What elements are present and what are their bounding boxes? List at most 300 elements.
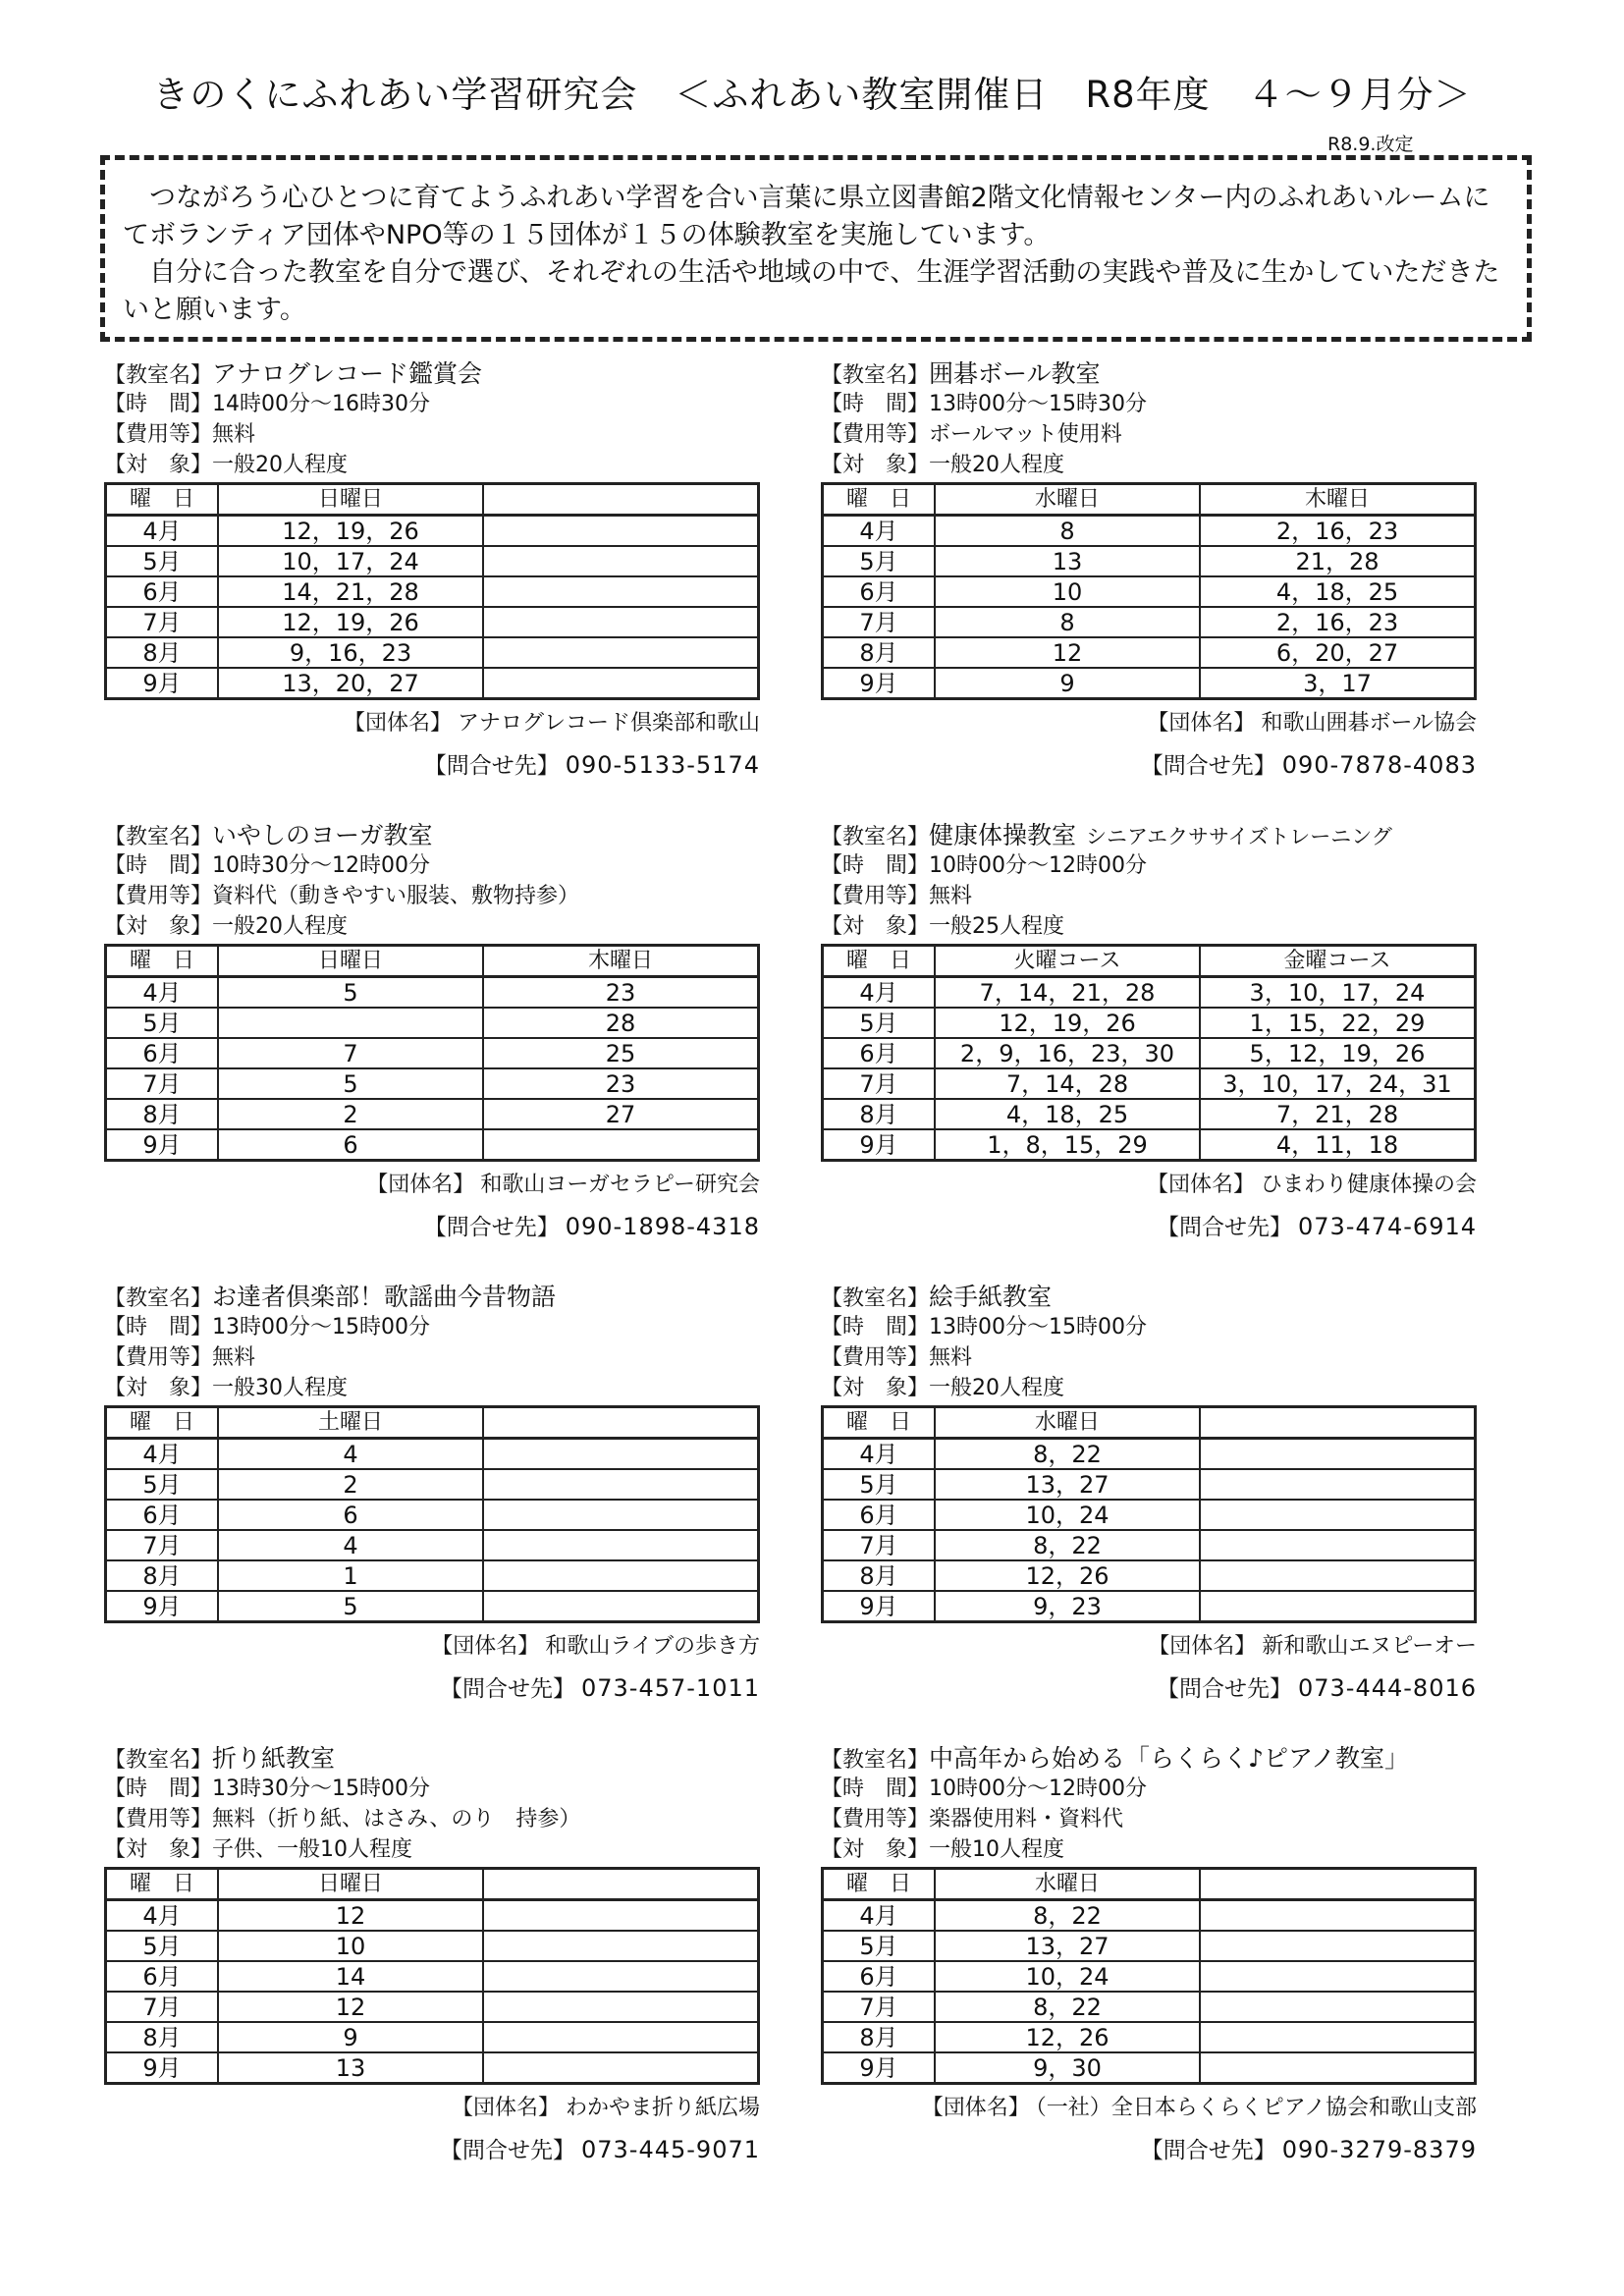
class-name-label: 【教室名】 <box>821 363 930 388</box>
class-time-row <box>821 389 1477 419</box>
day-column-header <box>1200 1869 1476 1900</box>
dates-cell: 13 <box>935 546 1200 576</box>
table-row <box>823 1530 1476 1560</box>
dates-cell <box>483 1439 759 1470</box>
class-target-row <box>104 1373 760 1403</box>
dates-cell: 8 <box>935 516 1200 547</box>
class-fee-label: 【費用等】 <box>821 1345 930 1370</box>
contact-label: 【問合せ先】 <box>1156 1215 1292 1240</box>
month-cell: 8月 <box>823 637 936 668</box>
class-name-value: アナログレコード鑑賞会 <box>212 359 483 388</box>
dates-cell <box>1200 2022 1476 2052</box>
dates-cell <box>1200 1900 1476 1932</box>
class-target-label: 【対 象】 <box>104 914 213 939</box>
day-column-header: 金曜コース <box>1200 946 1476 977</box>
dates-cell <box>1200 1591 1476 1622</box>
class-block <box>821 358 1477 784</box>
class-fee-label: 【費用等】 <box>104 1345 213 1370</box>
class-time-row <box>104 1312 760 1342</box>
table-row <box>823 2022 1476 2052</box>
table-row <box>823 1900 1476 1932</box>
group-name: 新和歌山エヌピーオー <box>1262 1634 1477 1659</box>
dates-cell: 10，24 <box>935 1961 1200 1992</box>
table-row <box>823 1500 1476 1530</box>
dates-cell: 10 <box>935 576 1200 607</box>
month-cell: 9月 <box>106 1129 219 1161</box>
class-block <box>821 1743 1477 2168</box>
class-block <box>821 1282 1477 1707</box>
class-time-label: 【時 間】 <box>821 1777 930 1801</box>
day-column-header: 日曜日 <box>218 946 483 977</box>
contact-label: 【問合せ先】 <box>423 753 560 779</box>
class-name-value: 囲碁ボール教室 <box>929 359 1101 388</box>
class-name-label: 【教室名】 <box>821 1748 930 1773</box>
dates-cell: 8 <box>935 607 1200 637</box>
dates-cell: 8，22 <box>935 1530 1200 1560</box>
month-cell: 7月 <box>823 1992 936 2022</box>
dates-cell: 13，27 <box>935 1469 1200 1500</box>
class-fee-label: 【費用等】 <box>821 884 930 908</box>
class-name-row <box>821 358 1477 389</box>
dates-cell: 28 <box>483 1008 759 1038</box>
contact-phone: 073-444-8016 <box>1297 1674 1477 1702</box>
day-column-header: 水曜日 <box>935 484 1200 516</box>
dates-cell: 12，26 <box>935 2022 1200 2052</box>
class-fee-row <box>821 881 1477 911</box>
class-time-row <box>104 1774 760 1804</box>
dates-cell: 4 <box>218 1439 483 1470</box>
table-row <box>823 516 1476 547</box>
month-cell: 8月 <box>106 1560 219 1591</box>
contact-phone: 090-7878-4083 <box>1281 751 1477 779</box>
table-row <box>823 1038 1476 1068</box>
class-fee-label: 【費用等】 <box>104 422 213 447</box>
group-label: 【団体名】 <box>1147 711 1256 736</box>
dates-cell: 14 <box>218 1961 483 1992</box>
dates-cell: 3，17 <box>1200 668 1476 699</box>
dates-cell <box>483 637 759 668</box>
group-name-row <box>821 2091 1477 2126</box>
table-row <box>823 1439 1476 1470</box>
month-cell: 6月 <box>823 576 936 607</box>
dates-cell <box>1200 1961 1476 1992</box>
month-cell: 4月 <box>823 977 936 1009</box>
class-footer <box>104 2091 760 2168</box>
dates-cell: 10，17，24 <box>218 546 483 576</box>
dates-cell: 9 <box>935 668 1200 699</box>
dates-cell: 10，24 <box>935 1500 1200 1530</box>
class-name-value: 健康体操教室 <box>929 821 1077 849</box>
dates-cell <box>483 576 759 607</box>
class-target-value: 一般10人程度 <box>929 1837 1065 1862</box>
table-row <box>106 1129 759 1161</box>
dates-cell: 3，10，17，24，31 <box>1200 1068 1476 1099</box>
class-fee-row <box>104 881 760 911</box>
dates-cell: 12 <box>935 637 1200 668</box>
month-cell: 5月 <box>106 1931 219 1961</box>
class-name-label: 【教室名】 <box>104 1748 213 1773</box>
day-column-header: 水曜日 <box>935 1407 1200 1439</box>
contact-label: 【問合せ先】 <box>1140 753 1276 779</box>
class-footer <box>821 1168 1477 1245</box>
dates-cell <box>1200 1992 1476 2022</box>
month-cell: 4月 <box>106 1900 219 1932</box>
month-cell: 4月 <box>106 516 219 547</box>
month-cell: 6月 <box>823 1500 936 1530</box>
table-row <box>823 1591 1476 1622</box>
schedule-header-row <box>823 484 1476 516</box>
weekday-column-header: 曜 日 <box>823 1407 936 1439</box>
dates-cell <box>1200 1439 1476 1470</box>
dates-cell <box>1200 1530 1476 1560</box>
month-cell: 8月 <box>106 637 219 668</box>
table-row <box>106 2052 759 2084</box>
dates-cell: 1 <box>218 1560 483 1591</box>
contact-label: 【問合せ先】 <box>1156 1676 1292 1702</box>
dates-cell <box>1200 1931 1476 1961</box>
class-target-value: 一般30人程度 <box>212 1376 349 1400</box>
day-column-header: 水曜日 <box>935 1869 1200 1900</box>
schedule-table <box>821 1405 1477 1623</box>
class-time-label: 【時 間】 <box>104 1777 213 1801</box>
weekday-column-header: 曜 日 <box>106 1407 219 1439</box>
day-column-header: 日曜日 <box>218 484 483 516</box>
dates-cell: 25 <box>483 1038 759 1068</box>
class-footer <box>104 1629 760 1707</box>
dates-cell: 8，22 <box>935 1439 1200 1470</box>
table-row <box>106 1992 759 2022</box>
table-row <box>106 668 759 699</box>
class-time-label: 【時 間】 <box>104 853 213 878</box>
class-time-value: 13時30分～15時00分 <box>212 1777 430 1801</box>
dates-cell: 12 <box>218 1900 483 1932</box>
day-column-header <box>483 484 759 516</box>
class-block <box>104 820 760 1245</box>
weekday-column-header: 曜 日 <box>106 946 219 977</box>
class-name-label: 【教室名】 <box>821 1286 930 1311</box>
schedule-table <box>821 482 1477 700</box>
class-fee-value: 無料 <box>212 422 256 447</box>
month-cell: 8月 <box>106 1099 219 1129</box>
group-label: 【団体名】 <box>1148 1634 1257 1659</box>
table-row <box>823 607 1476 637</box>
month-cell: 5月 <box>823 1469 936 1500</box>
day-column-header <box>483 1869 759 1900</box>
class-fee-label: 【費用等】 <box>821 422 930 447</box>
contact-phone: 073-457-1011 <box>580 1674 760 1702</box>
dates-cell: 27 <box>483 1099 759 1129</box>
class-name-row <box>104 358 760 389</box>
table-row <box>106 1591 759 1622</box>
class-block <box>104 1743 760 2168</box>
table-row <box>823 576 1476 607</box>
month-cell: 6月 <box>106 1038 219 1068</box>
contact-row <box>104 747 760 784</box>
class-name-row <box>821 820 1477 850</box>
dates-cell: 9，23 <box>935 1591 1200 1622</box>
group-name-row <box>104 1168 760 1203</box>
dates-cell: 12，19，26 <box>218 516 483 547</box>
dates-cell: 2，16，23 <box>1200 607 1476 637</box>
class-name-value: 中高年から始める「らくらく♪ピアノ教室」 <box>929 1744 1409 1773</box>
day-column-header: 日曜日 <box>218 1869 483 1900</box>
class-fee-row <box>821 419 1477 450</box>
table-row <box>823 1961 1476 1992</box>
contact-row <box>104 2132 760 2168</box>
class-footer <box>104 706 760 784</box>
class-target-value: 一般25人程度 <box>929 914 1065 939</box>
month-cell: 9月 <box>823 1591 936 1622</box>
class-target-row <box>821 1373 1477 1403</box>
class-block <box>821 820 1477 1245</box>
dates-cell: 4，18，25 <box>935 1099 1200 1129</box>
group-name: 和歌山ヨーガセラピー研究会 <box>480 1173 760 1197</box>
dates-cell: 5，12，19，26 <box>1200 1038 1476 1068</box>
table-row <box>823 1469 1476 1500</box>
class-footer <box>821 2091 1477 2168</box>
contact-row <box>104 1209 760 1245</box>
class-name-row <box>821 1743 1477 1774</box>
dates-cell <box>218 1008 483 1038</box>
weekday-column-header: 曜 日 <box>823 484 936 516</box>
month-cell: 5月 <box>823 546 936 576</box>
group-label: 【団体名】 <box>343 711 452 736</box>
month-cell: 9月 <box>106 1591 219 1622</box>
class-time-row <box>104 389 760 419</box>
dates-cell: 7，21，28 <box>1200 1099 1476 1129</box>
schedule-table <box>821 944 1477 1162</box>
dates-cell: 7 <box>218 1038 483 1068</box>
class-time-label: 【時 間】 <box>821 853 930 878</box>
contact-phone: 090-5133-5174 <box>565 751 760 779</box>
dates-cell: 2 <box>218 1469 483 1500</box>
weekday-column-header: 曜 日 <box>106 484 219 516</box>
dates-cell: 9，16，23 <box>218 637 483 668</box>
class-name-label: 【教室名】 <box>104 363 213 388</box>
class-fee-value: 資料代（動きやすい服装、敷物持参） <box>212 884 580 908</box>
class-target-value: 一般20人程度 <box>212 453 349 477</box>
dates-cell <box>483 607 759 637</box>
class-target-row <box>104 911 760 942</box>
month-cell: 7月 <box>106 607 219 637</box>
month-cell: 9月 <box>823 1129 936 1161</box>
table-row <box>823 1068 1476 1099</box>
month-cell: 5月 <box>823 1008 936 1038</box>
table-row <box>106 546 759 576</box>
class-target-value: 一般20人程度 <box>929 453 1065 477</box>
dates-cell <box>483 1591 759 1622</box>
class-time-label: 【時 間】 <box>104 392 213 416</box>
contact-row <box>104 1670 760 1707</box>
table-row <box>106 516 759 547</box>
dates-cell: 23 <box>483 977 759 1009</box>
class-name-value: お達者倶楽部！歌謡曲今昔物語 <box>212 1283 557 1311</box>
class-name-subtitle: シニアエクササイズトレーニング <box>1086 825 1392 848</box>
month-cell: 7月 <box>106 1068 219 1099</box>
dates-cell <box>483 1992 759 2022</box>
class-target-label: 【対 象】 <box>821 1376 930 1400</box>
group-name-row <box>821 706 1477 741</box>
group-name: 和歌山ライブの歩き方 <box>545 1634 760 1659</box>
class-fee-value: ボールマット使用料 <box>929 422 1122 447</box>
class-block <box>104 358 760 784</box>
table-row <box>106 1931 759 1961</box>
group-label: 【団体名】 <box>431 1634 540 1659</box>
dates-cell <box>483 1931 759 1961</box>
group-name: ひまわり健康体操の会 <box>1260 1173 1477 1197</box>
intro-paragraph-2: 自分に合った教室を自分で選び、それぞれの生活や地域の中で、生涯学習活動の実践や普及に生かしていただきたいと願います。 <box>123 257 1500 325</box>
class-target-label: 【対 象】 <box>821 453 930 477</box>
class-target-row <box>821 450 1477 480</box>
class-name-row <box>104 1743 760 1774</box>
dates-cell: 6 <box>218 1129 483 1161</box>
dates-cell: 10 <box>218 1931 483 1961</box>
month-cell: 7月 <box>106 1992 219 2022</box>
day-column-header: 土曜日 <box>218 1407 483 1439</box>
month-cell: 9月 <box>823 2052 936 2084</box>
day-column-header <box>483 1407 759 1439</box>
class-time-row <box>821 850 1477 881</box>
table-row <box>106 576 759 607</box>
group-name-row <box>821 1168 1477 1203</box>
class-target-label: 【対 象】 <box>104 1376 213 1400</box>
schedule-table <box>104 944 760 1162</box>
class-target-label: 【対 象】 <box>821 1837 930 1862</box>
class-target-label: 【対 象】 <box>821 914 930 939</box>
month-cell: 5月 <box>823 1931 936 1961</box>
class-time-label: 【時 間】 <box>821 392 930 416</box>
intro-paragraph-1: つながろう心ひとつに育てようふれあい学習を合い言葉に県立図書館2階文化情報センター内のふれあいルームにてボランティア団体やNPO等の１５団体が１５の体験教室を実施しています。 <box>123 183 1490 250</box>
class-name-value: 絵手紙教室 <box>929 1283 1053 1311</box>
month-cell: 6月 <box>106 1500 219 1530</box>
month-cell: 7月 <box>823 607 936 637</box>
contact-phone: 090-1898-4318 <box>565 1213 760 1240</box>
table-row <box>106 977 759 1009</box>
contact-label: 【問合せ先】 <box>1140 2138 1276 2163</box>
dates-cell <box>1200 1469 1476 1500</box>
table-row <box>823 668 1476 699</box>
class-time-label: 【時 間】 <box>104 1315 213 1339</box>
class-footer <box>821 706 1477 784</box>
schedule-table <box>821 1867 1477 2085</box>
month-cell: 9月 <box>106 668 219 699</box>
group-name: 和歌山囲碁ボール協会 <box>1261 711 1477 736</box>
dates-cell: 4，18，25 <box>1200 576 1476 607</box>
class-fee-label: 【費用等】 <box>104 1807 213 1831</box>
group-name-row <box>104 706 760 741</box>
table-row <box>106 1961 759 1992</box>
dates-cell: 23 <box>483 1068 759 1099</box>
month-cell: 6月 <box>823 1038 936 1068</box>
dates-cell <box>483 1560 759 1591</box>
dates-cell <box>483 546 759 576</box>
month-cell: 4月 <box>823 1439 936 1470</box>
dates-cell <box>483 1129 759 1161</box>
weekday-column-header: 曜 日 <box>823 1869 936 1900</box>
schedule-table <box>104 482 760 700</box>
dates-cell: 12，19，26 <box>935 1008 1200 1038</box>
dates-cell: 12，19，26 <box>218 607 483 637</box>
group-name: わかやま折り紙広場 <box>565 2096 760 2120</box>
month-cell: 4月 <box>823 1900 936 1932</box>
class-target-value: 一般20人程度 <box>929 1376 1065 1400</box>
class-footer <box>821 1629 1477 1707</box>
dates-cell <box>483 1961 759 1992</box>
class-fee-value: 楽器使用料・資料代 <box>929 1807 1124 1831</box>
contact-label: 【問合せ先】 <box>423 1215 560 1240</box>
class-time-value: 10時00分～12時00分 <box>929 1777 1147 1801</box>
month-cell: 4月 <box>106 1439 219 1470</box>
contact-label: 【問合せ先】 <box>439 2138 575 2163</box>
class-time-value: 10時00分～12時00分 <box>929 853 1147 878</box>
class-target-label: 【対 象】 <box>104 453 213 477</box>
dates-cell: 5 <box>218 1591 483 1622</box>
table-row <box>106 1068 759 1099</box>
dates-cell: 13 <box>218 2052 483 2084</box>
month-cell: 5月 <box>106 1008 219 1038</box>
table-row <box>106 2022 759 2052</box>
day-column-header: 火曜コース <box>935 946 1200 977</box>
group-name-row <box>821 1629 1477 1665</box>
month-cell: 5月 <box>106 1469 219 1500</box>
class-name-row <box>104 1282 760 1312</box>
class-fee-value: 無料（折り紙、はさみ、のり 持参） <box>212 1807 581 1831</box>
dates-cell <box>1200 2052 1476 2084</box>
month-cell: 7月 <box>823 1530 936 1560</box>
day-column-header: 木曜日 <box>1200 484 1476 516</box>
class-fee-row <box>104 1342 760 1373</box>
class-time-row <box>104 850 760 881</box>
table-row <box>106 1099 759 1129</box>
schedule-header-row <box>106 946 759 977</box>
table-row <box>106 1038 759 1068</box>
class-time-row <box>821 1312 1477 1342</box>
month-cell: 9月 <box>106 2052 219 2084</box>
schedule-header-row <box>823 1869 1476 1900</box>
table-row <box>823 977 1476 1009</box>
class-fee-value: 無料 <box>929 884 973 908</box>
intro-box <box>100 155 1532 342</box>
table-row <box>823 637 1476 668</box>
table-row <box>106 1439 759 1470</box>
class-target-value: 子供、一般10人程度 <box>212 1837 413 1862</box>
table-row <box>106 607 759 637</box>
contact-label: 【問合せ先】 <box>439 1676 575 1702</box>
class-fee-label: 【費用等】 <box>104 884 213 908</box>
dates-cell <box>1200 1500 1476 1530</box>
month-cell: 9月 <box>823 668 936 699</box>
dates-cell: 13，27 <box>935 1931 1200 1961</box>
dates-cell: 14，21，28 <box>218 576 483 607</box>
class-name-label: 【教室名】 <box>104 825 213 849</box>
schedule-header-row <box>106 1407 759 1439</box>
group-name-row <box>104 2091 760 2126</box>
table-row <box>823 1099 1476 1129</box>
contact-phone: 073-445-9071 <box>580 2136 760 2163</box>
contact-row <box>821 2132 1477 2168</box>
class-time-value: 10時30分～12時00分 <box>212 853 430 878</box>
day-column-header: 木曜日 <box>483 946 759 977</box>
table-row <box>106 1560 759 1591</box>
dates-cell: 21，28 <box>1200 546 1476 576</box>
table-row <box>106 637 759 668</box>
schedule-header-row <box>106 1869 759 1900</box>
class-name-label: 【教室名】 <box>821 825 930 849</box>
contact-row <box>821 1670 1477 1707</box>
group-label: 【団体名】 <box>451 2096 560 2120</box>
revision-note: R8.9.改定 <box>1327 134 1414 155</box>
dates-cell <box>483 1900 759 1932</box>
